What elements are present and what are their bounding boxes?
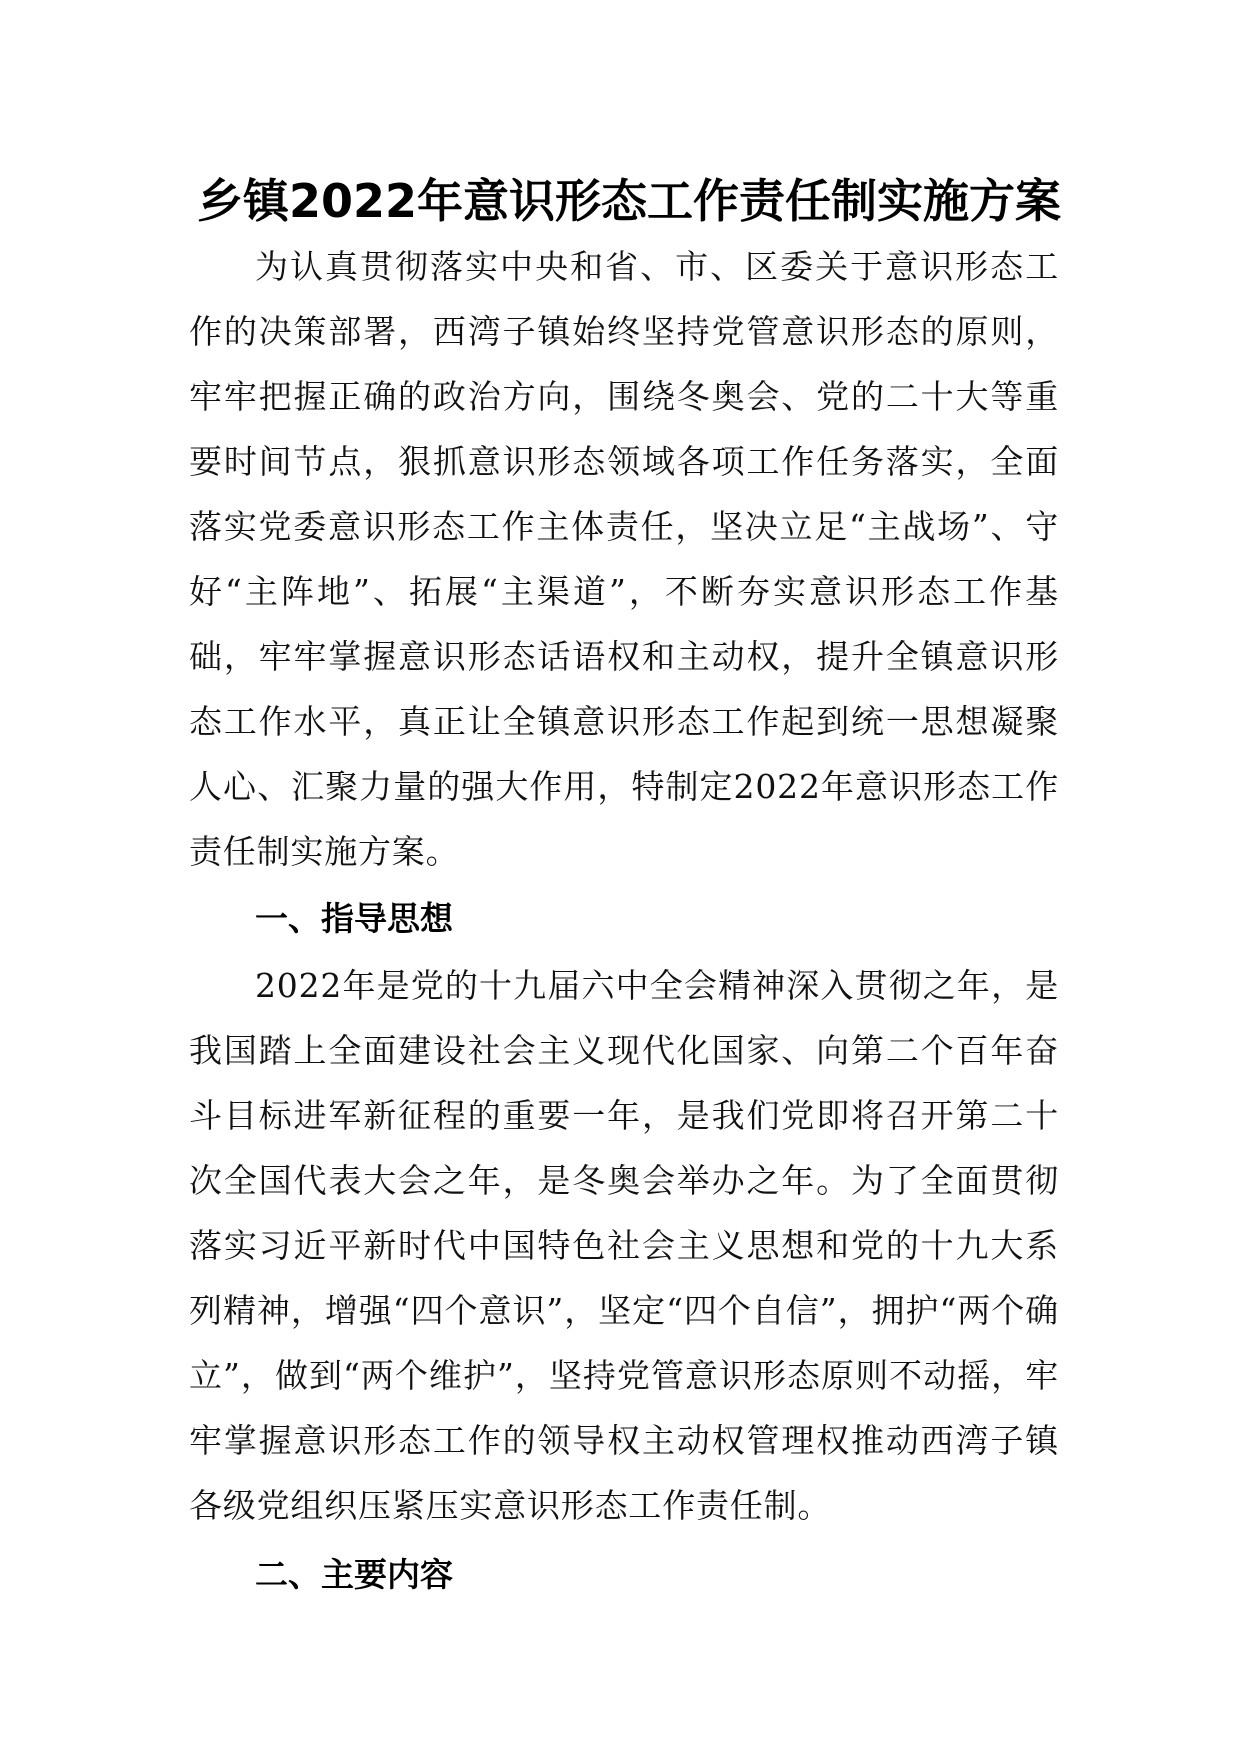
document-title: 乡镇2022年意识形态工作责任制实施方案 [197, 174, 1062, 228]
section-heading-main-content: 二、主要内容 [255, 1555, 453, 1594]
document-body [189, 168, 1062, 1607]
section-heading-guiding-ideology: 一、指导思想 [255, 899, 453, 938]
section-paragraph-guiding-ideology: 2022年是党的十九届六中全会精神深入贯彻之年，是我国踏上全面建设社会主义现代化国家、向第二个百年奋斗目标进军新征程的重要一年，是我们党即将召开第二十次全国代表大会之年，是冬奥会举办之年。为了全面贯彻落实习近平新时代中国特色社会主义思想和党的十九大系列精神，增强“四个意识”，坚定“四个自信”，拥护“两个确立”，做到“两个维护”，坚持党管意识形态原则不动摇，牢牢掌握意识形态工作的领导权主动权管理权推动西湾子镇各级党组织压紧压实意识形态工作责任制。 [189, 966, 1059, 1525]
intro-paragraph: 为认真贯彻落实中央和省、市、区委关于意识形态工作的决策部署，西湾子镇始终坚持党管意识形态的原则，牢牢把握正确的政治方向，围绕冬奥会、党的二十大等重要时间节点，狠抓意识形态领域各项工作任务落实，全面落实党委意识形态工作主体责任，坚决立足“主战场”、守好“主阵地”、拓展“主渠道”，不断夯实意识形态工作基础，牢牢掌握意识形态话语权和主动权，提升全镇意识形态工作水平，真正让全镇意识形态工作起到统一思想凝聚人心、汇聚力量的强大作用，特制定2022年意识形态工作责任制实施方案。 [189, 247, 1059, 871]
